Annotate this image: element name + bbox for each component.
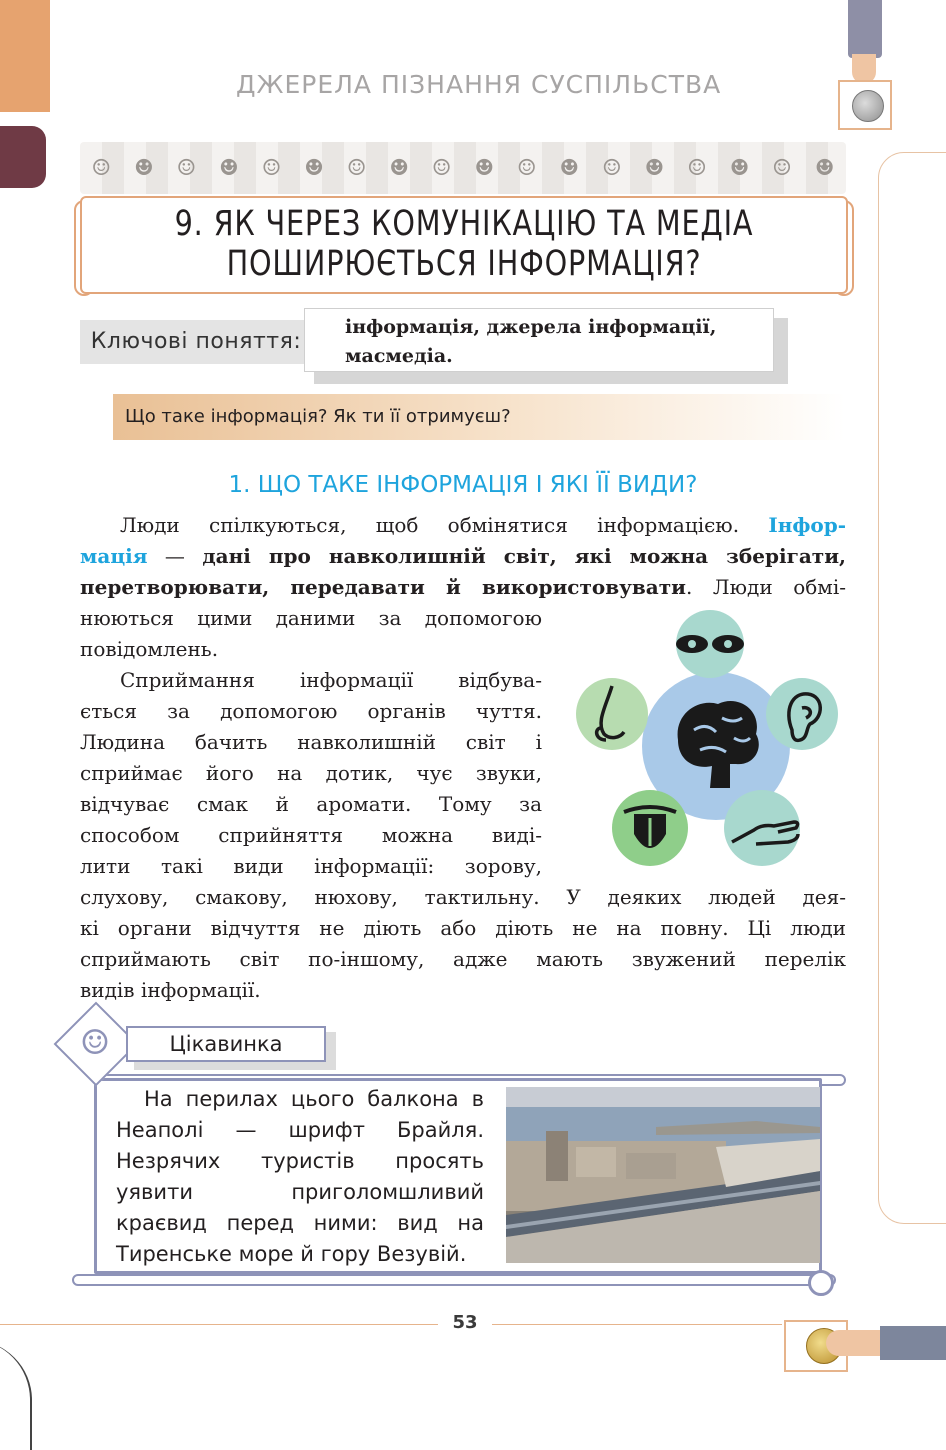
side-panel [878, 152, 946, 1224]
lesson-title [162, 204, 766, 284]
footer-line-left [0, 1324, 438, 1325]
naples-balcony-photo [506, 1087, 820, 1263]
key-concepts-box [304, 308, 774, 372]
fun-fact-label: Цікавинка [126, 1026, 326, 1062]
smiley-icon: ☺ [79, 1023, 111, 1063]
p2-line-11: видів інформації. [80, 978, 261, 1002]
orange-corner-tab [0, 0, 50, 112]
running-header: ДЖЕРЕЛА ПІЗНАННЯ СУСПІЛЬСТВА [236, 70, 722, 99]
key-concepts-line-1: інформація, джерела інформації, [345, 316, 717, 338]
p2-line-9: кі органи відчуття не діють або діють не на повну. Ці люди [80, 916, 846, 940]
sleeve-top [848, 0, 882, 58]
decorative-faces-frieze: ☺ ☻ ☺ ☻ ☺ ☻ ☺ ☻ ☺ ☻ ☺ ☻ ☺ ☻ ☺ ☻ ☺ ☻ [80, 142, 846, 194]
senses-illustration [566, 610, 846, 872]
paragraph-2-tail [80, 882, 846, 1006]
p2-line-10: сприймають світ по-іншому, адже мають звужений перелік [80, 947, 846, 971]
p1-line-4: нюються цими даними за допомогою [80, 606, 542, 630]
intro-question: Що таке інформація? Як ти її отримуєш? [113, 394, 845, 440]
p2-line-2: ється за допомогою органів чуття. [80, 699, 542, 723]
key-concepts-line-2: масмедіа. [345, 345, 453, 367]
fact-rail-bottom [72, 1274, 836, 1286]
fun-fact-text: На перилах цього балкона в Неаполі — шрифт Брайля. Незрячих туристів просять уявити приголомшливий краєвид перед ними: вид на Тиренське море й гору Везувій. [116, 1087, 484, 1266]
p2-line-3: Людина бачить навколишній світ і [80, 730, 542, 754]
term-information: Інфор- [768, 513, 846, 537]
section-heading: 1. ЩО ТАКЕ ІНФОРМАЦІЯ І ЯКІ ЇЇ ВИДИ? [228, 472, 698, 498]
chapter-tab [0, 126, 46, 188]
p2-line-1: Сприймання інформації відбува- [120, 668, 542, 692]
corner-curve [0, 1340, 32, 1450]
rosette-icon [808, 1270, 834, 1296]
key-concepts-label: Ключові поняття: [80, 320, 312, 364]
lesson-title-line-2: ПОШИРЮЄТЬСЯ ІНФОРМАЦІЯ? [226, 244, 702, 284]
sleeve-bottom [880, 1326, 946, 1360]
p2-line-5: відчуває смак й аромати. Тому за [80, 792, 542, 816]
p1-line-5: повідомлень. [80, 637, 219, 661]
narrow-column [80, 603, 542, 882]
p1-line-2: мація — дані про навколишній світ, які можна зберігати, [80, 544, 846, 568]
p2-line-7: лити такі види інформації: зорову, [80, 854, 542, 878]
p2-line-6: способом сприйняття можна виді- [80, 823, 542, 847]
p2-line-4: сприймає його на дотик, чує звуки, [80, 761, 542, 785]
p1-line-1: Люди спілкуються, щоб обмінятися інформацією. Інфор- [120, 513, 846, 537]
hand-bottom [826, 1330, 884, 1356]
footer-line-right [492, 1324, 782, 1325]
silver-coin-icon [852, 90, 884, 122]
lesson-title-line-1: 9. ЯК ЧЕРЕЗ КОМУНІКАЦІЮ ТА МЕДІА [174, 204, 754, 244]
p1-line-3: перетворювати, передавати й використовувати. Люди обмі- [80, 575, 846, 599]
page-number: 53 [452, 1312, 478, 1333]
paragraph-1 [80, 510, 846, 603]
p2-line-8: слухову, смакову, нюхову, тактильну. У деяких людей дея- [80, 885, 846, 909]
